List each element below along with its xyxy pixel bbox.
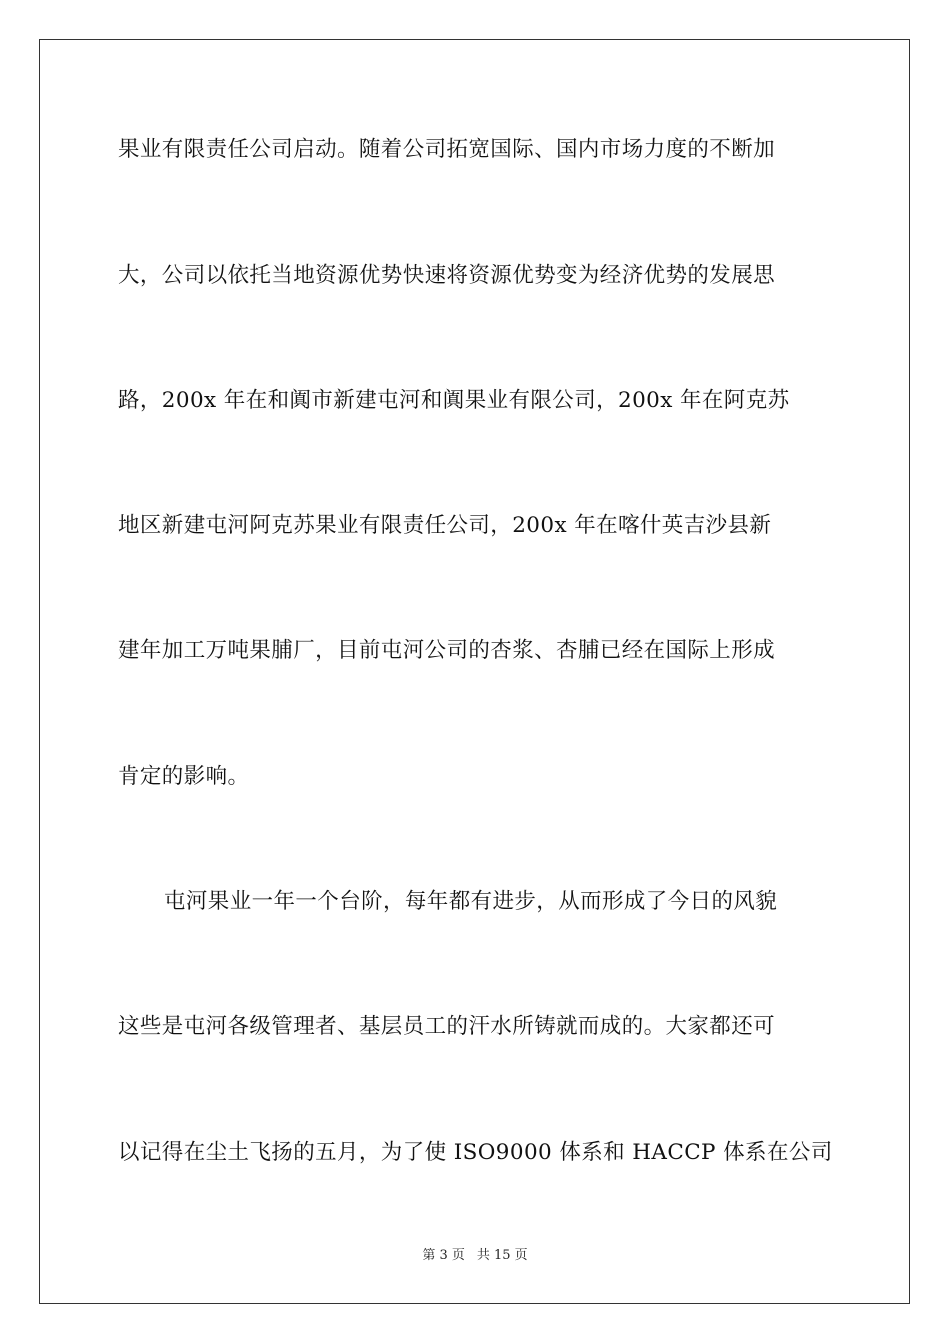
body-line-8: 这些是屯河各级管理者、基层员工的汗水所铸就而成的。大家都还可	[118, 1014, 776, 1039]
body-line-1: 果业有限责任公司启动。随着公司拓宽国际、国内市场力度的不断加	[118, 137, 776, 162]
body-line-5: 建年加工万吨果脯厂，目前屯河公司的杏浆、杏脯已经在国际上形成	[118, 638, 776, 663]
page-footer	[0, 1247, 950, 1265]
body-line-3: 路，200x 年在和阗市新建屯河和阗果业有限公司，200x 年在阿克苏	[118, 388, 790, 413]
page-number: 第 3 页	[422, 1248, 465, 1263]
body-line-4: 地区新建屯河阿克苏果业有限责任公司，200x 年在喀什英吉沙县新	[118, 513, 772, 538]
page-border	[39, 39, 910, 1304]
body-line-6: 肯定的影响。	[118, 764, 250, 789]
page-total: 共 15 页	[476, 1248, 528, 1263]
body-line-2: 大，公司以依托当地资源优势快速将资源优势变为经济优势的发展思	[118, 263, 776, 288]
body-line-9: 以记得在尘土飞扬的五月，为了使 ISO9000 体系和 HACCP 体系在公司	[118, 1140, 833, 1165]
body-line-7: 屯河果业一年一个台阶，每年都有进步，从而形成了今日的风貌	[164, 889, 778, 914]
